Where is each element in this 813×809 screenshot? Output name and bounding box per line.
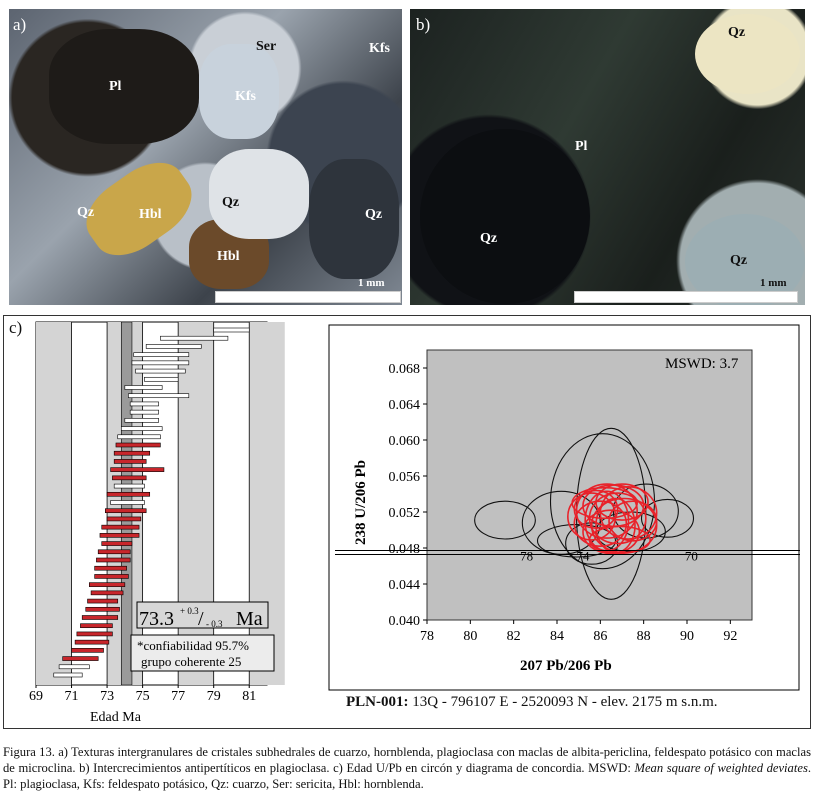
age-error-bar: [146, 344, 201, 348]
conc-ylabel: 238 U/206 Pb: [353, 459, 369, 545]
conc-xlabel: 207 Pb/206 Pb: [520, 658, 612, 674]
age-error-bar: [107, 517, 141, 521]
age-plus: + 0.3: [180, 606, 199, 616]
age-error-bar: [130, 410, 158, 414]
age-error-bar: [88, 599, 118, 603]
age-error-bar: [102, 542, 132, 546]
age-tick-label: 81: [242, 689, 257, 704]
sample-name: PLN-001:: [346, 694, 409, 710]
age-error-bar: [116, 443, 160, 447]
age-error-bar: [72, 648, 104, 652]
conc-y-tick-label: 0.040: [388, 614, 420, 629]
age-chart: [0, 315, 300, 725]
mineral-label: Ser: [256, 39, 277, 54]
age-error-bar: [98, 550, 130, 554]
conc-y-tick-label: 0.044: [388, 578, 420, 593]
confidence-note: *confiabilidad 95.7%: [137, 638, 249, 653]
age-error-bar: [130, 402, 158, 406]
concordia-age-label: 78: [520, 548, 534, 564]
panel-letter-a: a): [13, 15, 27, 34]
age-band: [36, 322, 72, 685]
quartz-grain-3: [420, 129, 590, 304]
age-minus: - 0.3: [206, 619, 223, 629]
mineral-label: Qz: [222, 195, 240, 210]
micrograph-a: [9, 9, 402, 305]
mineral-label: Qz: [730, 253, 748, 268]
caption-text-end: . Pl: plagioclasa, Kfs: feldespato potásico, Qz: cuarzo, Ser: sericita, Hbl: hornblenda.: [3, 761, 812, 791]
age-error-bar: [54, 673, 82, 677]
quartz-grain-2: [209, 149, 309, 239]
mineral-label: Hbl: [217, 249, 240, 264]
scale-bar: [215, 291, 401, 303]
conc-x-tick-label: 78: [420, 629, 434, 644]
age-error-bar: [125, 418, 159, 422]
age-error-bar: [102, 525, 139, 529]
concordia-chart: [320, 315, 810, 700]
mswd-annotation: MSWD: 3.7: [665, 356, 739, 372]
age-error-bar: [107, 492, 150, 496]
age-error-bar: [100, 533, 139, 537]
age-error-bar: [105, 509, 146, 513]
age-error-bar: [132, 361, 189, 365]
age-band: [178, 322, 214, 685]
panel-letter-b: b): [416, 15, 431, 34]
mineral-label: Hbl: [139, 207, 162, 222]
age-error-bar: [89, 583, 125, 587]
conc-x-tick-label: 88: [636, 629, 651, 644]
age-error-bar: [134, 353, 189, 357]
sample-location: [346, 694, 718, 711]
age-band: [249, 322, 285, 685]
mineral-label: Qz: [728, 25, 746, 40]
age-error-bar: [96, 558, 130, 562]
mineral-label: Pl: [575, 139, 588, 154]
age-error-bar: [118, 435, 161, 439]
conc-x-tick-label: 80: [463, 629, 478, 644]
plagioclase-grain: [49, 29, 199, 144]
age-error-bar: [125, 386, 162, 390]
age-error-bar: [214, 328, 250, 332]
group-note: grupo coherente 25: [141, 654, 242, 669]
age-error-bar: [75, 640, 109, 644]
quartz-grain: [695, 14, 800, 94]
age-error-bar: [82, 616, 118, 620]
figure-caption: [3, 744, 811, 792]
age-error-bar: [59, 665, 89, 669]
caption-text: Figura 13. a) Texturas intergranulares de cristales subhedrales de cuarzo, hornblenda, plagioclasa con maclas de albita-periclina, feldespato potásico con maclas de microclina. b) Intercrecimientos antipertíticos en plagioclasa. c) Edad U/Pb en circón y diagrama de concordia. MSWD:: [3, 745, 811, 775]
conc-y-tick-label: 0.048: [388, 542, 420, 557]
age-error-bar: [114, 451, 150, 455]
conc-y-tick-label: 0.068: [388, 362, 420, 377]
age-error-bar: [91, 591, 123, 595]
age-error-bar: [112, 476, 146, 480]
age-tick-label: 75: [135, 689, 150, 704]
quartz-grain: [309, 159, 399, 279]
panel-letter-c: c): [9, 318, 23, 337]
age-error-bar: [128, 394, 188, 398]
age-error-bar: [63, 657, 99, 661]
micrograph-b: [410, 9, 805, 305]
conc-y-tick-label: 0.060: [388, 434, 420, 449]
age-error-bar: [111, 501, 145, 505]
conc-x-tick-label: 84: [550, 629, 564, 644]
age-error-bar: [121, 427, 162, 431]
age-error-bar: [136, 369, 186, 373]
caption-italic: Mean square of weighted deviates: [634, 761, 808, 775]
age-slash: /: [198, 608, 204, 630]
concordia-age-label: 74: [576, 548, 590, 564]
age-tick-label: 79: [206, 689, 221, 704]
age-tick-label: 73: [100, 689, 115, 704]
conc-x-tick-label: 92: [723, 629, 738, 644]
scale-label: 1 mm: [760, 277, 787, 289]
age-error-bar: [160, 336, 228, 340]
age-error-bar: [86, 607, 120, 611]
conc-x-tick-label: 90: [680, 629, 694, 644]
mineral-label: Qz: [480, 231, 498, 246]
age-error-bar: [80, 624, 112, 628]
mineral-label: Qz: [365, 207, 383, 222]
age-tick-label: 77: [171, 689, 186, 704]
age-tick-label: 69: [29, 689, 43, 704]
age-error-bar: [114, 484, 144, 488]
mineral-label: Qz: [77, 205, 95, 220]
mineral-label: Pl: [109, 79, 122, 94]
age-error-bar: [111, 468, 164, 472]
age-error-bar: [95, 574, 129, 578]
scale-label: 1 mm: [358, 277, 385, 289]
mineral-label: Kfs: [235, 89, 256, 104]
conc-x-tick-label: 86: [593, 629, 608, 644]
conc-y-tick-label: 0.056: [388, 470, 420, 485]
scale-bar: [574, 291, 798, 303]
age-error-bar: [144, 377, 178, 381]
sample-description: 13Q - 796107 E - 2520093 N - elev. 2175 m s.n.m.: [408, 694, 718, 710]
age-error-bar: [77, 632, 113, 636]
age-error-bar: [114, 459, 146, 463]
conc-x-tick-label: 82: [506, 629, 521, 644]
age-value: 73.3: [139, 608, 174, 630]
age-unit: Ma: [236, 608, 263, 630]
conc-y-tick-label: 0.052: [388, 506, 420, 521]
conc-y-tick-label: 0.064: [388, 398, 420, 413]
mineral-label: Kfs: [369, 41, 390, 56]
age-error-bar: [95, 566, 127, 570]
age-tick-label: 71: [64, 689, 79, 704]
concordia-age-label: 70: [684, 548, 698, 564]
age-xlabel: Edad Ma: [90, 710, 141, 725]
